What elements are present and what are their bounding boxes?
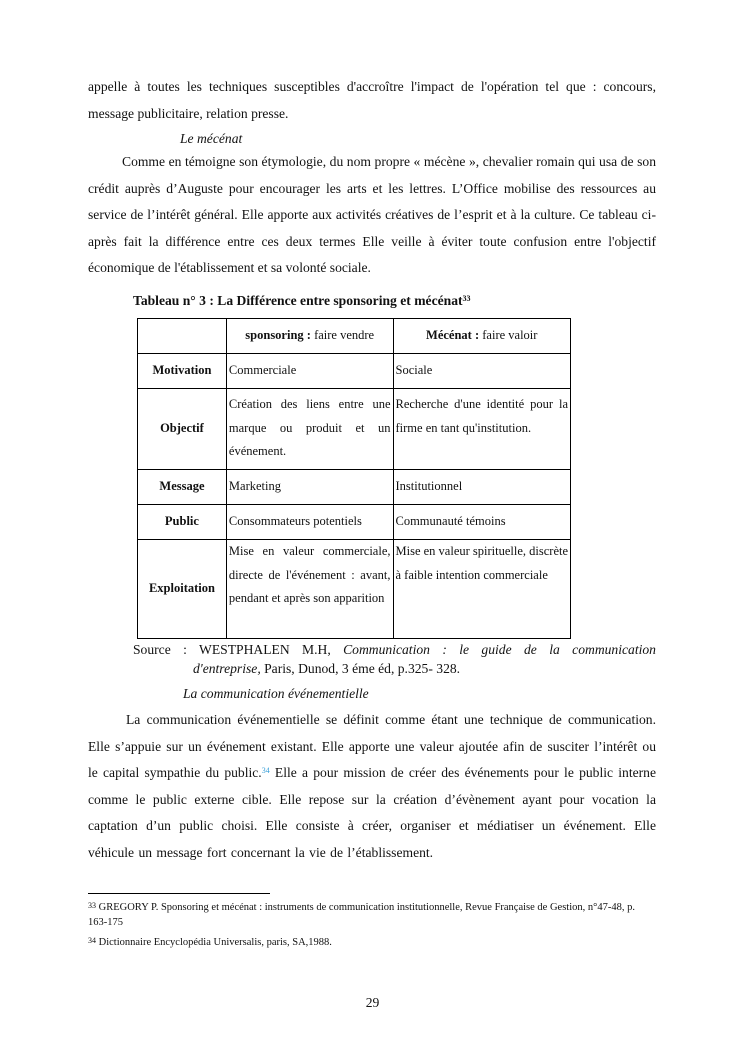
row-label: Objectif — [138, 389, 227, 470]
row-label: Message — [138, 470, 227, 505]
footnote-divider — [88, 893, 270, 894]
source-line-1: Source : WESTPHALEN M.H, Communication : le guide de la communication — [133, 642, 656, 657]
table-row — [138, 540, 571, 639]
table-caption: Tableau n° 3 : La Différence entre sponsoring et mécénat$^{33}$ — [133, 293, 471, 308]
evenementielle-paragraph: La communication événementielle se définit comme étant une technique de communication. Elle s’appuie sur un événement existant. Elle apporte une valeur ajoutée afin de susciter l’intérêt ou le capital sympathie du public.$^{34}$ Elle a pour mission de créer des événements pour le public interne comme le public externe cible. Elle repose sur la création d’évènement ayant pour vocation la captation d’un public choisi. Elle consiste à créer, organiser et médiatiser un événement. Elle véhicule un message fort concernant la vie de l’établissement. — [88, 712, 656, 860]
table-caption-note: 33 — [462, 294, 471, 303]
cell-sponsoring: Marketing — [226, 470, 393, 505]
table-row — [138, 505, 571, 540]
table-header-row — [138, 319, 571, 354]
cell-mecenat: Sociale — [393, 354, 571, 389]
cell-mecenat: Institutionnel — [393, 470, 571, 505]
table-header-mecenat: Mécénat : faire valoir — [393, 319, 571, 354]
row-label: Motivation — [138, 354, 227, 389]
comparison-table — [137, 318, 571, 639]
table-header-empty — [138, 319, 227, 354]
source-line-2: d'entreprise, Paris, Dunod, 3 éme éd, p.325- 328. — [193, 661, 461, 676]
table-row — [138, 354, 571, 389]
cell-mecenat: Communauté témoins — [393, 505, 571, 540]
cell-sponsoring: Consommateurs potentiels — [226, 505, 393, 540]
table-header-sponsoring: sponsoring : faire vendre — [226, 319, 393, 354]
evenementielle-heading: La communication événementielle — [183, 686, 369, 701]
row-label: Exploitation — [138, 540, 227, 639]
row-label: Public — [138, 505, 227, 540]
footnote-33: $^{33}$ GREGORY P. Sponsoring et mécénat : instruments de communication institutionnelle, Revue Française de Gestion, n°47-48, p. 163-175 — [88, 901, 635, 928]
cell-mecenat: Recherche d'une identité pour la firme en tant qu'institution. — [393, 389, 571, 470]
intro-line-2: message publicitaire, relation presse. — [88, 106, 289, 121]
intro-line-1: appelle à toutes les techniques susceptibles d'accroître l'impact de l'opération tel que : concours, — [88, 79, 656, 94]
cell-sponsoring: Commerciale — [226, 354, 393, 389]
cell-sponsoring: Mise en valeur commerciale, directe de l'événement : avant, pendant et après son apparition — [226, 540, 393, 639]
cell-mecenat: Mise en valeur spirituelle, discrète à faible intention commerciale — [393, 540, 571, 639]
table-source — [133, 640, 656, 678]
footnote-ref-34[interactable]: 34 — [261, 766, 270, 775]
table-row — [138, 470, 571, 505]
table-row — [138, 389, 571, 470]
mecenat-paragraph: Comme en témoigne son étymologie, du nom propre « mécène », chevalier romain qui usa de son crédit auprès d’Auguste pour encourager les arts et les lettres. L’Office mobilise des ressources au service de l’intérêt général. Elle apporte aux activités créatives de l’esprit et à la culture. Ce tableau ci-après fait la différence entre ces deux termes Elle veille à éviter toute confusion entre l'objectif économique de l'établissement et sa volonté sociale. — [88, 154, 656, 275]
cell-sponsoring: Création des liens entre une marque ou produit et un événement. — [226, 389, 393, 470]
mecenat-heading: Le mécénat — [180, 131, 243, 146]
footnote-34: $^{34}$ Dictionnaire Encyclopédia Universalis, paris, SA,1988. — [88, 936, 332, 948]
page-number: 29 — [365, 995, 380, 1010]
